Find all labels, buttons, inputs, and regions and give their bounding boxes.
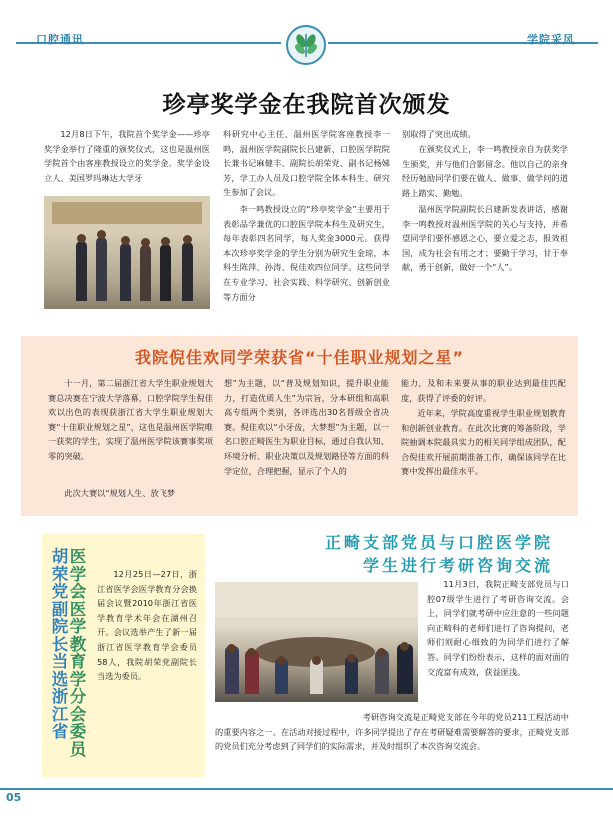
article2-title: 我院倪佳欢同学荣获省“十佳职业规划之星” xyxy=(134,348,465,367)
article1-col3c: 温州医学院副院长吕建新发表讲话，感谢李一鸣教授对温州医学院的关心与支持，并希望同学们要怀感恩之心，要立爱之志，报效祖国，成为社会有用之才；要勤于学习，甘于奉献，勇于创新，做好一个“人”。 xyxy=(402,204,568,273)
article1-title: 珍亭奖学金在我院首次颁发 xyxy=(162,92,451,118)
consultation-meeting-photo xyxy=(215,582,418,702)
article1-col3b: 在颁奖仪式上，李一鸣教授亲自为获奖学生颁奖，并与他们合影留念。他以自己的亲身经历勉励同学们要在做人、做事、做学问的道路上踏实、勤勉。 xyxy=(402,144,568,198)
article4-title-line1: 正畸支部党员与口腔医学院 xyxy=(324,533,553,552)
page-number: 05 xyxy=(6,791,22,804)
header-right-tag: 学院采风 xyxy=(527,33,575,46)
article2-col3b: 近年来，学院高度重视学生职业规划教育和创新创业教育。在此次比赛的筹备阶段，学院抽调本院最具实力的相关同学组成团队，配合倪佳欢开展前期准备工作，确保该同学在比赛中发挥出最佳水平。 xyxy=(401,408,566,477)
article1-col1: 12月8日下午，我院首个奖学金——珍亭奖学金举行了隆重的颁奖仪式，这也是温州医学院首个由客座教授设立的奖学金。奖学金设立人、美国罗玛琳达大学牙 xyxy=(44,129,210,183)
article1-col2b: 李一鸣教授设立的“珍亭奖学金”主要用于表彰品学兼优的口腔医学院本科生及研究生，每年表彰四名同学，每人奖金3000元。获得本次珍亭奖学金的学生分别为研究生金琼，本科生陈萍、孙涛、倪佳欢四位同学。这些同学在专业学习、社会实践、科学研究、创新创业等方面分 xyxy=(223,204,390,302)
article4-title-line2: 学生进行考研咨询交流 xyxy=(362,556,553,575)
footer-rule xyxy=(0,788,613,790)
article2-col1b: 此次大赛以“规划人生、放飞梦 xyxy=(64,488,176,498)
article3-title-line2: 医学会医学教育学分会委员 xyxy=(69,547,87,759)
header-left-tag: 口腔通讯 xyxy=(36,33,84,46)
appointment-news-box xyxy=(42,534,205,777)
article3-title-line1: 胡荣党副院长当选浙江省 xyxy=(51,547,69,741)
award-banner-section xyxy=(21,336,578,516)
leaf-logo-icon xyxy=(286,25,326,65)
article2-col2: 想”为主题，以“普及规划知识，提升职业能力，打造优质人生”为宗旨，分本研组和高职高专组两个类别，各评选出30名晋级全省决赛。倪佳欢以“小牙齿，大梦想”为主题，以一名口腔正畸医生为职业目标，通过自我认知、环境分析、职业决策以及规划路径等方面的科学定位，合理把握，显示了个人的 xyxy=(224,378,389,476)
article3-body: 12月25日—27日，浙江省医学会医学教育分会换届会议暨2010年浙江省医学教育学术年会在湖州召开。会议选举产生了新一届浙江省医学教育学会委员58人，我院胡荣党副院长当选为委员。 xyxy=(97,569,197,682)
article1-col2a: 科研究中心主任、温州医学院客座教授李一鸣，温州医学院副院长吕建新、口腔医学院院长兼书记麻健丰、副院长胡荣党、副书记杨娣芳，学工办人员及口腔学院全体本科生、研究生参加了会议。 xyxy=(223,129,390,198)
article4-bottom: 考研咨询交流是正畸党支部在今年的党员211工程活动中的重要内容之一。在活动对接过程中，许多同学提出了存在考研疑难需要解答的要求，正畸党支部的党员们充分考虑到了同学们的实际需求，并及时组织了本次咨询交流会。 xyxy=(215,712,569,752)
award-ceremony-photo xyxy=(44,196,210,309)
article2-col3a: 能力，及和未来要从事的职业达到最佳匹配度，获得了评委的好评。 xyxy=(401,378,566,403)
article2-col1a: 十一月，第二届浙江省大学生职业规划大赛总决赛在宁波大学落幕，口腔学院学生倪佳欢以出色的表现获浙江省大学生职业规划大赛“十佳职业规划之星”，这也是温州医学院唯一获奖的学生，实现了温州医学院该赛事奖项零的突破。 xyxy=(48,378,213,461)
article1-col3a: 别取得了突出成绩。 xyxy=(402,129,476,139)
article4-side: 11月3日，我院正畸支部党员与口腔07级学生进行了考研咨询交流。会上，同学们就考研中应注意的一些问题向正畸科的老师们进行了咨询提问，老师们则耐心细致的为同学们进行了解答。同学们纷纷表示，这样的面对面的交流富有成效，获益匪浅。 xyxy=(427,579,569,677)
